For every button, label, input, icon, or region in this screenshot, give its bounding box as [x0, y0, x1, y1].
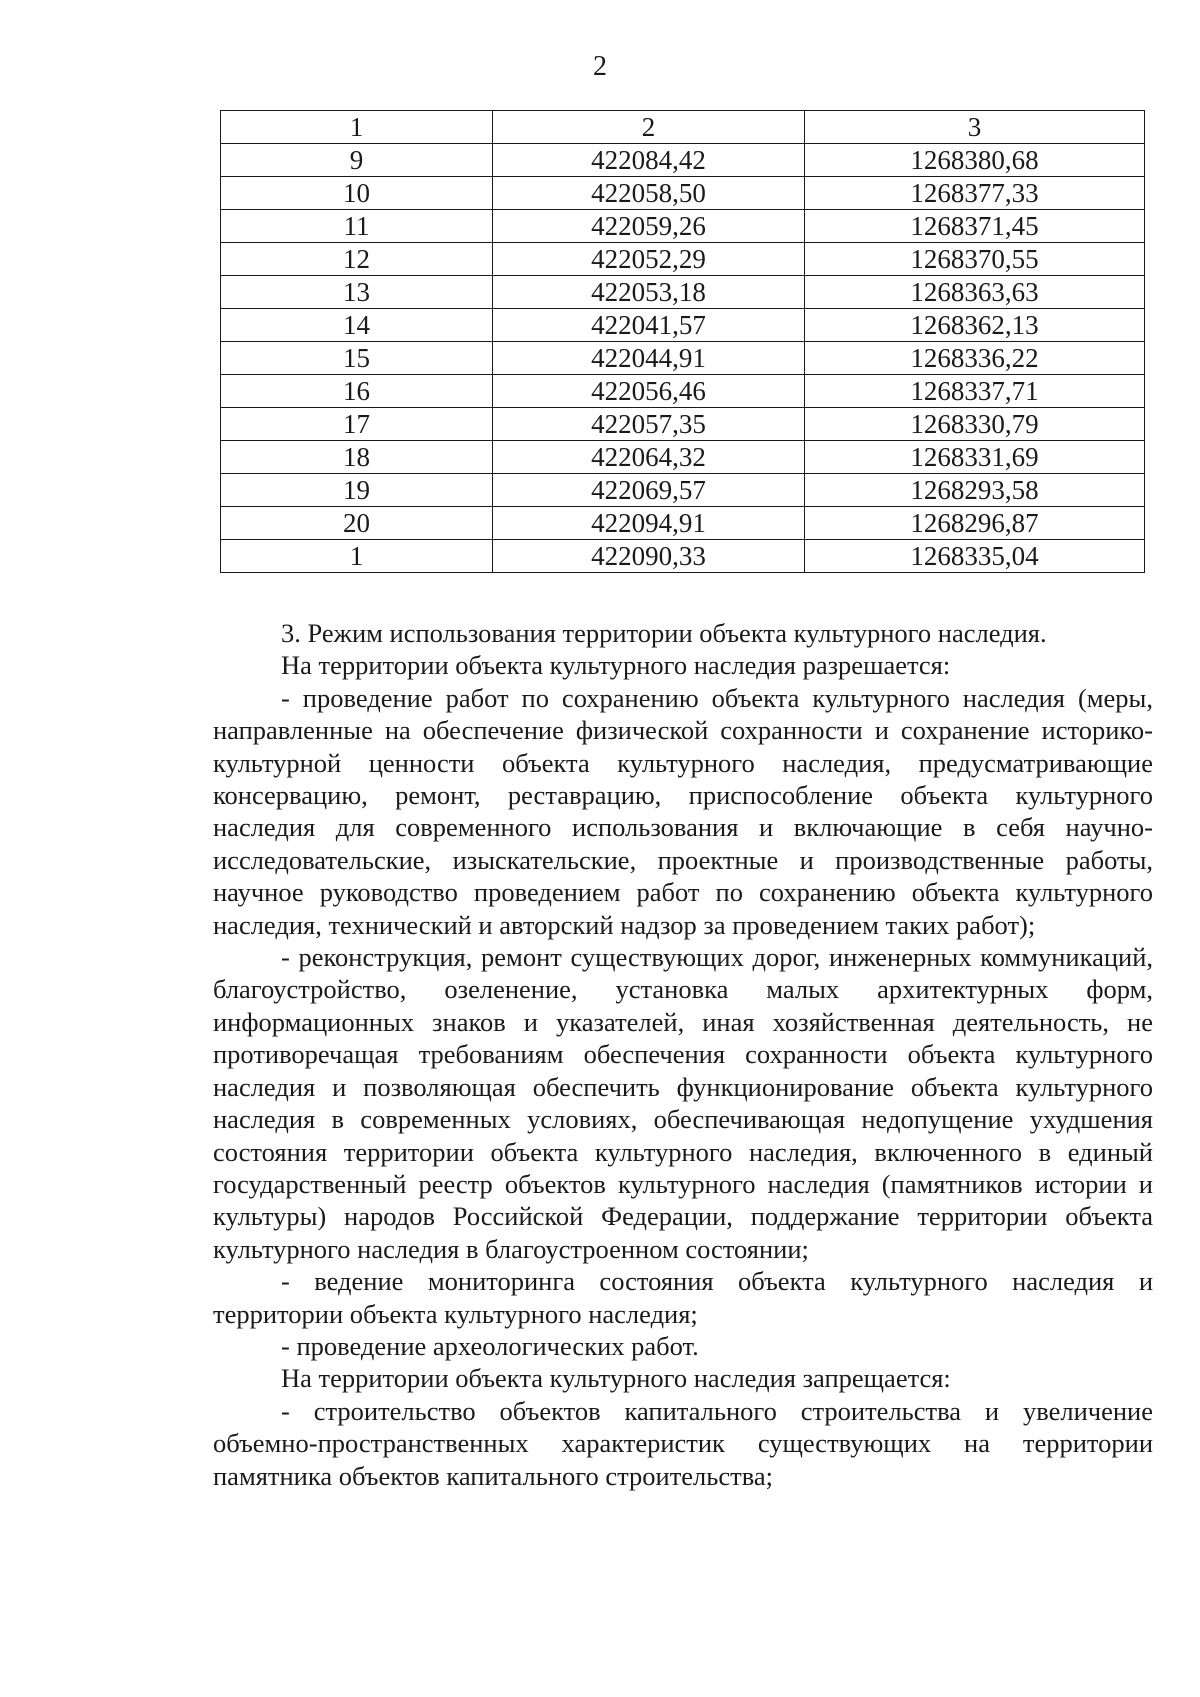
cell-y-coordinate: 1268337,71 — [805, 375, 1145, 408]
permitted-item: - ведение мониторинга состояния объекта культурного наследия и территории объекта культурного наследия; — [213, 1266, 1153, 1329]
table-row — [221, 507, 1145, 540]
cell-x-coordinate: 422044,91 — [493, 342, 805, 375]
permitted-item: - проведение работ по сохранению объекта культурного наследия (меры, направленные на обеспечение физической сохранности и сохранение историко-культурной ценности объекта культурного наследия, предусматривающие консервацию, ремонт, реставрацию, приспособление объекта культурного наследия для современного использования и включающие в себя научно-исследовательские, изыскательские, проектные и производственные работы, научное руководство проведением работ по сохранению объекта культурного наследия, технический и авторский надзор за проведением таких работ); — [213, 682, 1153, 940]
page-number: 2 — [593, 51, 607, 82]
cell-y-coordinate: 1268380,68 — [805, 144, 1145, 177]
coordinates-table — [220, 110, 1145, 573]
cell-x-coordinate: 422069,57 — [493, 474, 805, 507]
table-header-row — [221, 111, 1145, 144]
table-row — [221, 144, 1145, 177]
cell-point-number: 19 — [221, 474, 493, 507]
cell-point-number: 10 — [221, 177, 493, 210]
cell-x-coordinate: 422090,33 — [493, 540, 805, 573]
coordinates-table-body — [221, 111, 1145, 573]
cell-x-coordinate: 422053,18 — [493, 276, 805, 309]
cell-point-number: 20 — [221, 507, 493, 540]
permitted-item: - проведение археологических работ. — [281, 1330, 699, 1361]
cell-point-number: 11 — [221, 210, 493, 243]
table-row — [221, 474, 1145, 507]
cell-x-coordinate: 422064,32 — [493, 441, 805, 474]
cell-x-coordinate: 422057,35 — [493, 408, 805, 441]
cell-point-number: 17 — [221, 408, 493, 441]
cell-point-number: 14 — [221, 309, 493, 342]
permitted-intro: На территории объекта культурного наследия разрешается: — [281, 650, 951, 681]
cell-point-number: 12 — [221, 243, 493, 276]
cell-y-coordinate: 1268330,79 — [805, 408, 1145, 441]
prohibited-list — [213, 1395, 1153, 1492]
header-cell-y: 3 — [805, 111, 1145, 144]
permitted-list — [213, 682, 1153, 1363]
table-row — [221, 441, 1145, 474]
table-row — [221, 309, 1145, 342]
cell-y-coordinate: 1268335,04 — [805, 540, 1145, 573]
cell-x-coordinate: 422056,46 — [493, 375, 805, 408]
cell-point-number: 18 — [221, 441, 493, 474]
table-row — [221, 243, 1145, 276]
table-row — [221, 342, 1145, 375]
cell-y-coordinate: 1268377,33 — [805, 177, 1145, 210]
table-row — [221, 177, 1145, 210]
prohibited-intro: На территории объекта культурного наследия запрещается: — [281, 1363, 951, 1394]
cell-point-number: 13 — [221, 276, 493, 309]
document-body — [213, 617, 1153, 1492]
section-heading: 3. Режим использования территории объекта культурного наследия. — [281, 618, 1047, 648]
cell-y-coordinate: 1268296,87 — [805, 507, 1145, 540]
table-row — [221, 540, 1145, 573]
cell-y-coordinate: 1268363,63 — [805, 276, 1145, 309]
cell-x-coordinate: 422059,26 — [493, 210, 805, 243]
cell-x-coordinate: 422094,91 — [493, 507, 805, 540]
cell-point-number: 16 — [221, 375, 493, 408]
header-cell-point: 1 — [221, 111, 493, 144]
cell-y-coordinate: 1268336,22 — [805, 342, 1145, 375]
cell-point-number: 1 — [221, 540, 493, 573]
cell-x-coordinate: 422052,29 — [493, 243, 805, 276]
cell-y-coordinate: 1268362,13 — [805, 309, 1145, 342]
table-row — [221, 276, 1145, 309]
cell-y-coordinate: 1268331,69 — [805, 441, 1145, 474]
prohibited-item: - строительство объектов капитального строительства и увеличение объемно-пространственных характеристик существующих на территории памятника объектов капитального строительства; — [213, 1395, 1153, 1491]
table-row — [221, 375, 1145, 408]
cell-y-coordinate: 1268293,58 — [805, 474, 1145, 507]
cell-point-number: 9 — [221, 144, 493, 177]
cell-x-coordinate: 422058,50 — [493, 177, 805, 210]
cell-y-coordinate: 1268371,45 — [805, 210, 1145, 243]
cell-x-coordinate: 422084,42 — [493, 144, 805, 177]
permitted-item: - реконструкция, ремонт существующих дорог, инженерных коммуникаций, благоустройство, озеленение, установка малых архитектурных форм, информационных знаков и указателей, иная хозяйственная деятельность, не противоречащая требованиям обеспечения сохранности объекта культурного наследия и позволяющая обеспечить функционирование объекта культурного наследия в современных условиях, обеспечивающая недопущение ухудшения состояния территории объекта культурного наследия, включенного в единый государственный реестр объектов культурного наследия (памятников истории и культуры) народов Российской Федерации, поддержание территории объекта культурного наследия в благоустроенном состоянии; — [213, 942, 1153, 1264]
header-cell-x: 2 — [493, 111, 805, 144]
cell-point-number: 15 — [221, 342, 493, 375]
cell-x-coordinate: 422041,57 — [493, 309, 805, 342]
table-row — [221, 210, 1145, 243]
table-row — [221, 408, 1145, 441]
cell-y-coordinate: 1268370,55 — [805, 243, 1145, 276]
